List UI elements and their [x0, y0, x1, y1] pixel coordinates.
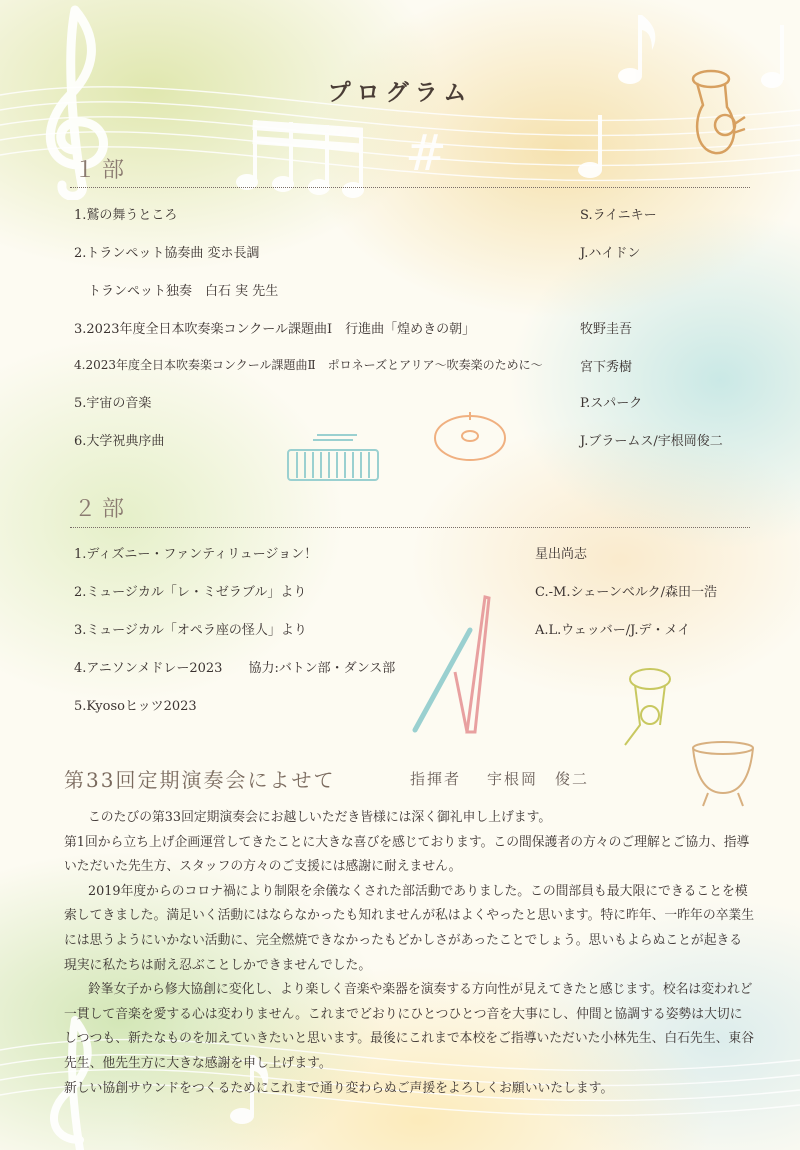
message-paragraph: 2019年度からのコロナ禍により制限を余儀なくされた部活動でありました。この間部員も最大限にできることを模索してきました。満足いく活動にはならなかったも知れませんが私はよくやったと思います。特に昨年、一昨年の卒業生には思うようにいかない活動に、完全燃焼できなかったもどかしさがあったことでしょう。思いもよらぬことが起きる現実に私たちは耐え忍ぶことしかできませんでした。	[64, 883, 755, 973]
program-item-composer: 牧野圭吾	[580, 322, 633, 337]
message-paragraph: 新しい協創サウンドをつくるためにこれまで通り変わらぬご声援をよろしくお願いいたします。	[64, 1080, 614, 1096]
program-item-title: 2.ミュージカル「レ・ミゼラブル」より	[74, 585, 307, 600]
program-item-title: 1.鷲の舞うところ	[74, 208, 178, 223]
cymbal-icon	[430, 410, 510, 470]
program-item-title: 3.ミュージカル「オペラ座の怪人」より	[74, 623, 307, 638]
message-paragraph: このたびの第33回定期演奏会にお越しいただき皆様には深く御礼申し上げます。	[88, 810, 552, 825]
divider	[70, 527, 750, 528]
message-paragraph: 鈴峯女子から修大協創に変化し、より楽しく音楽や楽器を演奏する方向性が見えてきたと感じます。校名は変われど一貫して音楽を愛する心は変わりません。これまでどおりにひとつひとつ音を大事にし、仲間と協調する姿勢は大切にしつつも、新たなものを加えていきたいと思います。最後にこれまで本校をご指導いただいた小林先生、白石先生、東谷先生、他先生方に大きな感謝を申し上げます。	[64, 982, 755, 1071]
program-item-title: 5.Kyosoヒッツ2023	[74, 699, 197, 714]
program-item-composer: 宮下秀樹	[580, 360, 633, 375]
program-item-composer: C.-M.シェーンベルク/森田一浩	[535, 585, 718, 600]
divider	[70, 187, 750, 188]
program-item-title: 2.トランペット協奏曲 変ホ長調	[74, 246, 260, 261]
message-paragraph: 第1回から立ち上げ企画運営してきたことに大きな喜びを感じております。この間保護者の方々のご理解とご協力、指導いただいた先生方、スタッフの方々のご支援には感謝に耐えません。	[64, 834, 750, 875]
program-item-composer: 星出尚志	[535, 547, 588, 562]
program-item-soloist: トランペット独奏 白石 実 先生	[88, 284, 279, 299]
program-item-composer: J.ハイドン	[580, 246, 641, 261]
conductor-name: 宇根岡 俊二	[487, 770, 590, 788]
glockenspiel-icon	[283, 430, 383, 490]
program-item-composer: J.ブラームス/宇根岡俊二	[580, 434, 723, 449]
message-body	[64, 806, 754, 1101]
trumpet-icon	[615, 665, 685, 755]
program-item-composer: A.L.ウェッバー/J.デ・メイ	[535, 623, 691, 638]
program-item-title: 1.ディズニー・ファンティリュージョン！	[74, 547, 318, 562]
bassoon-icon	[445, 592, 505, 742]
program-item-title: 4.2023年度全日本吹奏楽コンクール課題曲Ⅱ ポロネーズとアリア〜吹奏楽のために〜	[74, 358, 543, 372]
music-notes-icon	[235, 100, 475, 220]
program-item-composer: P.スパーク	[580, 396, 643, 411]
program-item-title: 6.大学祝典序曲	[74, 434, 165, 449]
conductor-credit	[410, 768, 615, 789]
message-title: 第33回定期演奏会によせて	[64, 768, 336, 792]
program-item-title: 4.アニソンメドレー2023 協力:バトン部・ダンス部	[74, 661, 396, 676]
part1-heading: １部	[74, 158, 131, 183]
program-item-title: 3.2023年度全日本吹奏楽コンクール課題曲Ⅰ 行進曲「煌めきの朝」	[74, 322, 476, 337]
conductor-label: 指揮者	[410, 770, 462, 788]
program-item-title: 5.宇宙の音楽	[74, 396, 152, 411]
svg-text:#: #	[405, 124, 447, 182]
music-note-icon	[560, 110, 630, 190]
program-item-composer: S.ライニキー	[580, 208, 657, 223]
part2-heading: ２部	[74, 497, 131, 522]
page-title: プログラム	[327, 79, 473, 106]
timpani-icon	[688, 738, 758, 808]
